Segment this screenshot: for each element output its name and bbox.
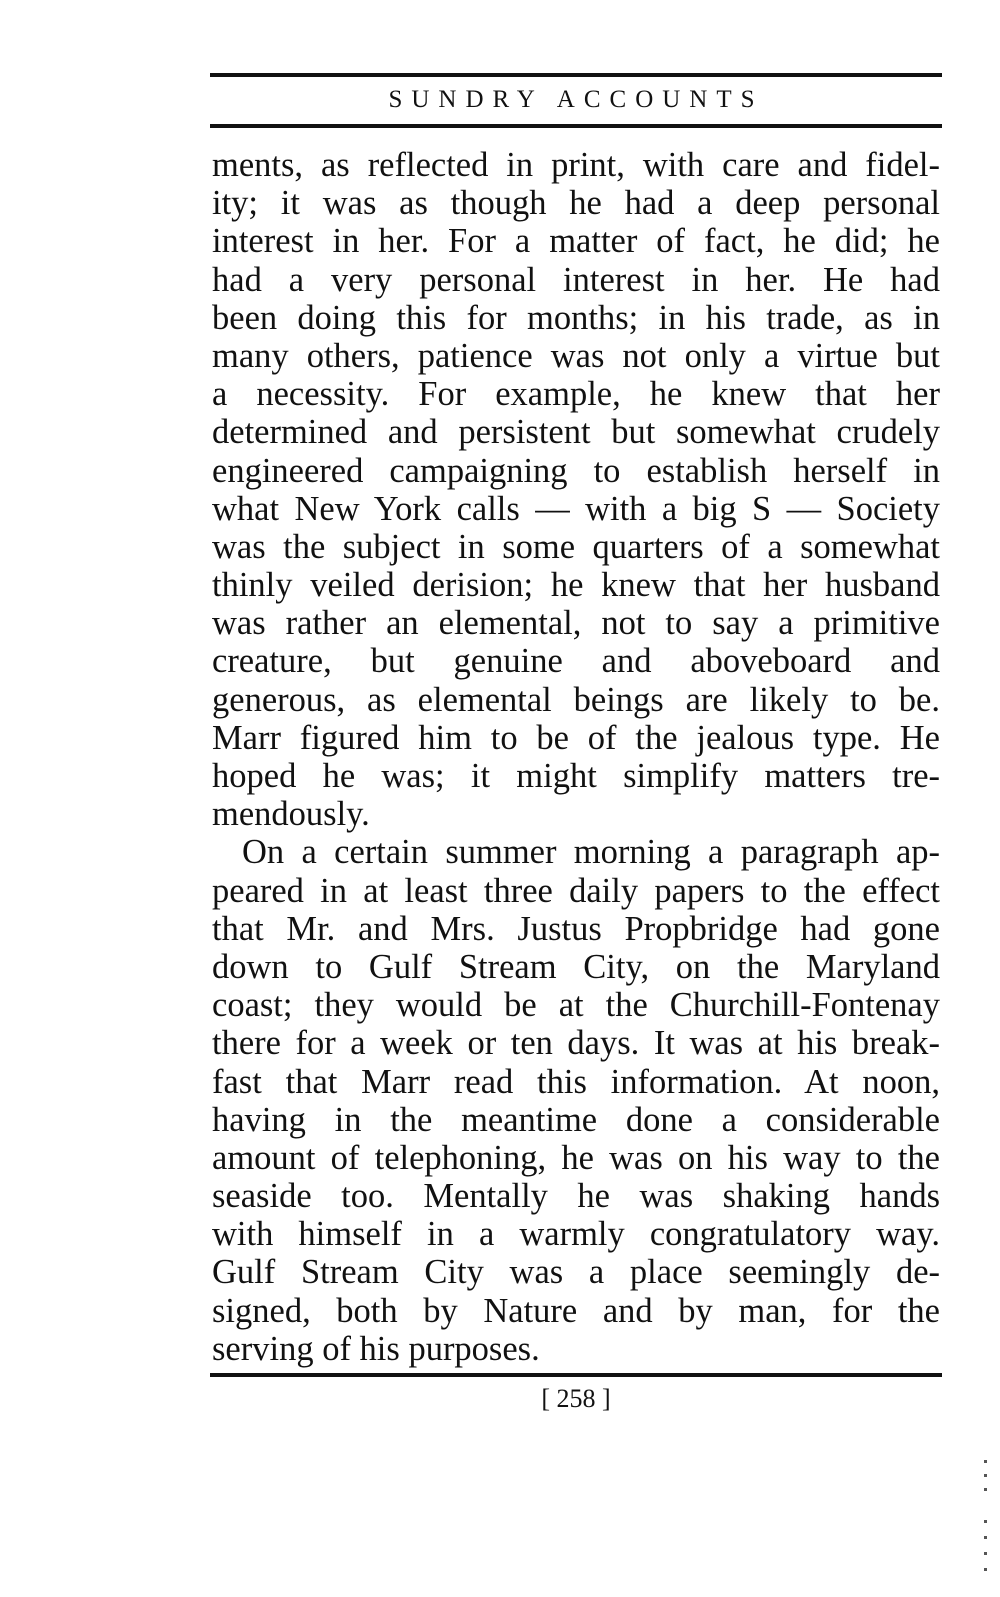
text-line: interest in her. For a matter of fact, he did; he: [212, 222, 940, 261]
paragraph-end-line: mendously.: [212, 795, 370, 834]
page-number: [ 258 ]: [541, 1384, 611, 1413]
text-line: there for a week or ten days. It was at his break-: [212, 1024, 940, 1063]
text-line: been doing this for months; in his trade, as in: [212, 298, 940, 337]
header-rule-bottom: [210, 124, 942, 128]
text-line: hoped he was; it might simplify matters tre-: [212, 757, 940, 795]
text-line: generous, as elemental beings are likely to be.: [212, 680, 940, 719]
text-line: fast that Marr read this information. At noon,: [212, 1062, 940, 1101]
text-line: creature, but genuine and aboveboard and: [212, 642, 940, 681]
text-line: Gulf Stream City was a place seemingly de-: [212, 1253, 940, 1292]
text-line: had a very personal interest in her. He had: [212, 260, 940, 299]
text-line: that Mr. and Mrs. Justus Propbridge had gone: [212, 909, 940, 948]
text-line: was the subject in some quarters of a somewhat: [212, 527, 940, 566]
text-line: seaside too. Mentally he was shaking hands: [212, 1177, 940, 1216]
text-line: Marr figured him to be of the jealous type. He: [212, 718, 940, 757]
footer-rule: [210, 1373, 942, 1377]
text-line: with himself in a warmly congratulatory way.: [212, 1215, 940, 1254]
text-line: what New York calls — with a big S — Society: [212, 489, 940, 528]
text-line: engineered campaigning to establish herself in: [212, 451, 940, 490]
text-line: down to Gulf Stream City, on the Maryland: [212, 947, 940, 986]
text-line: having in the meantime done a considerable: [212, 1100, 940, 1139]
text-line: was rather an elemental, not to say a primitive: [212, 604, 940, 643]
text-line: signed, both by Nature and by man, for the: [212, 1291, 940, 1330]
header-rule-top: [210, 73, 942, 77]
text-line: ments, as reflected in print, with care and fidel-: [212, 146, 940, 184]
text-line: coast; they would be at the Churchill-Fontenay: [212, 986, 940, 1025]
text-line: determined and persistent but somewhat crudely: [212, 413, 940, 452]
text-line: amount of telephoning, he was on his way to the: [212, 1138, 940, 1177]
text-line: a necessity. For example, he knew that her: [212, 375, 940, 414]
paragraph-start-line: On a certain summer morning a paragraph ap-: [242, 833, 940, 872]
text-line: ity; it was as though he had a deep personal: [212, 184, 940, 223]
text-line: thinly veiled derision; he knew that her husband: [212, 566, 940, 605]
body-text: [212, 146, 940, 1368]
text-line: many others, patience was not only a virtue but: [212, 336, 940, 375]
text-line: peared in at least three daily papers to the effect: [212, 871, 940, 910]
paragraph-end-line: serving of his purposes.: [212, 1329, 540, 1368]
scan-edge-marks: [984, 1460, 988, 1580]
running-head: SUNDRY ACCOUNTS: [388, 86, 764, 113]
